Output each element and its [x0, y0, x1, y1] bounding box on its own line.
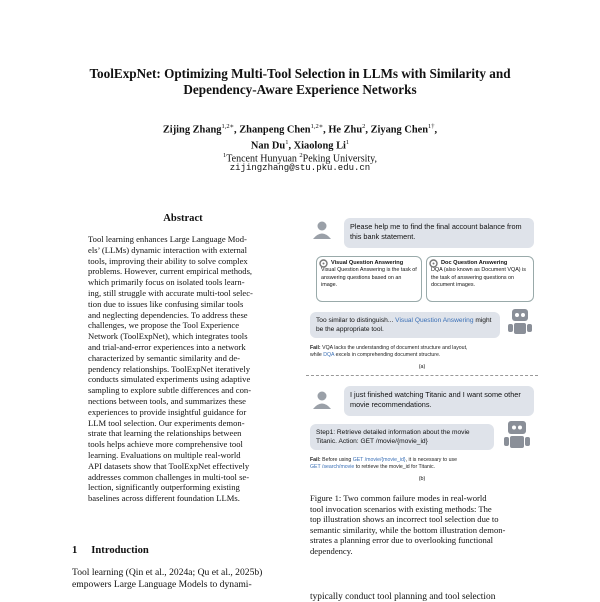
author-name: Xiaolong Li — [293, 140, 346, 152]
abstract-line: tools helps achieve more comprehensive tool — [88, 439, 243, 450]
tool-desc-vqa: Visual Question Answering is the task of answering questions based on an image. — [321, 267, 417, 289]
author-affiliation-mark: 1,2∗ — [310, 123, 324, 130]
caption-line: semantic similarity, while the bottom illustration demon- — [310, 524, 506, 535]
abstract-line: ing, still struggle with accurate multi-tool selec- — [88, 287, 253, 298]
author-affiliation-mark: 1 — [345, 139, 350, 147]
abstract-line: experiences to provide insightful guidance for — [88, 406, 247, 417]
authors — [60, 120, 540, 153]
abstract-line: learning. Evaluations on multiple real-world — [88, 449, 241, 460]
abstract-line: strate that learning the relationships between — [88, 428, 242, 439]
introduction-body — [72, 567, 296, 592]
gear-icon — [319, 259, 328, 268]
abstract-line: lection, significantly outperforming existing — [88, 482, 240, 493]
model-reply-bubble-a: Too similar to distinguish... Visual Question Answering might be the appropriate tool. — [310, 312, 500, 338]
abstract-line: pendency relationships. ToolExpNet iteratively — [88, 363, 251, 374]
figure-caption — [310, 493, 532, 557]
abstract-body — [88, 234, 278, 504]
tool-name-dqa: Doc Question Answering — [441, 260, 508, 266]
abstract-line: problems. However, current empirical methods, — [88, 266, 253, 277]
authors-line-1: Zijing Zhang$^{1,2∗}$, Zhanpeng Chen$^{1,2∗}$, He Zhu$^2$, Ziyang Chen$^{1\dagger}$, — [162, 123, 438, 136]
caption-line: dependency. — [310, 545, 353, 556]
intro-line: empowers Large Language Models to dynami- — [72, 579, 252, 591]
author-name: Nan Du — [250, 140, 286, 152]
affiliations: $^1$Tencent Hunyuan $^2$Peking University, — [222, 152, 378, 165]
abstract-line: baselines across different foundation LLMs. — [88, 493, 240, 504]
user-icon — [312, 220, 332, 240]
subfigure-label-a: (a) — [418, 364, 426, 370]
abstract-line: nections between tools, and summarizes these — [88, 395, 246, 406]
abstract-line: addresses common challenges in multi-tool se- — [88, 471, 250, 482]
author-affiliation-mark: 2 — [362, 123, 366, 130]
abstract-line: which primarily focus on isolated tools learn- — [88, 277, 245, 288]
figure-divider — [306, 375, 538, 376]
intro-line: Tool learning (Qin et al., 2024a; Qu et al., 2025b) — [72, 567, 263, 578]
abstract-line: characterized by semantic similarity and de- — [88, 352, 240, 363]
user-icon — [312, 390, 332, 410]
section-number: 1 — [72, 545, 78, 556]
author-affiliation-mark: 1,2∗ — [221, 123, 235, 130]
figure-1 — [306, 212, 538, 488]
fail-note-a: Fail: VQA lacks the understanding of document structure and layout, while DQA excels in comprehending document structure. — [310, 345, 468, 358]
caption-line: Figure 1: Two common failure modes in real-world — [310, 493, 487, 503]
introduction-heading: 1 Introduction — [72, 545, 149, 556]
abstract-line: tion due to issues like confusing similar tools — [88, 298, 244, 309]
subfigure-label-b: (b) — [418, 476, 426, 482]
title-line-2: Dependency-Aware Experience Networks — [183, 82, 417, 97]
abstract-line: and neglecting dependencies. To address these — [88, 309, 248, 320]
right-column-text: typically conduct tool planning and tool selection — [310, 592, 496, 602]
abstract-line: els’ (LLMs) dynamic interaction with external — [88, 244, 248, 255]
title-line-1: ToolExpNet: Optimizing Multi-Tool Selection in LLMs with Similarity and — [89, 66, 511, 81]
author-affiliation-mark: 1 — [285, 139, 289, 147]
author-name: Zijing Zhang — [162, 124, 222, 136]
tool-card-dqa — [426, 256, 534, 302]
abstract-line: sampling to explore subtle differences and con- — [88, 385, 252, 396]
caption-line: top illustration shows an incorrect tool selection due to — [310, 514, 499, 525]
gear-icon — [429, 259, 438, 268]
abstract-line: challenges, we propose the Tool Experience — [88, 320, 240, 331]
tool-card-vqa — [316, 256, 422, 302]
authors-line-2: Nan Du$^1$, Xiaolong Li$^1$ — [250, 139, 350, 152]
paper-title — [40, 66, 560, 98]
author-name: He Zhu — [328, 124, 363, 136]
robot-icon — [502, 418, 532, 452]
affiliation-1: Tencent Hunyuan — [226, 153, 300, 165]
fail-note-b: Fail: Before using GET /movie/{movie_id}, it is necessary to use GET /search/movie to retrieve the movie_id for Titanic. — [310, 457, 457, 470]
abstract-heading: Abstract — [163, 213, 203, 224]
author-name: Zhanpeng Chen — [239, 124, 311, 136]
caption-line: strates a planning error due to overlooking functional — [310, 535, 494, 546]
author-name: Ziyang Chen — [370, 124, 429, 136]
author-affiliation-mark: 1† — [428, 123, 435, 130]
abstract-line: conducts simulated experiments using adaptive — [88, 374, 251, 385]
abstract-line: Network (ToolExpNet), which integrates tools — [88, 331, 248, 342]
abstract-line: and trial-and-error experiences into a network — [88, 341, 246, 352]
abstract-line: tools, improving their ability to solve complex — [88, 255, 248, 266]
tool-name-vqa: Visual Question Answering — [331, 260, 404, 266]
abstract-line: API datasets show that ToolExpNet effectively — [88, 460, 250, 471]
model-reply-bubble-b: Step1: Retrieve detailed information about the movie Titanic. Action: GET /movie/{movie_id} — [310, 424, 494, 450]
user-query-bubble-a: Please help me to find the final account balance from this bank statement. — [344, 218, 534, 248]
affiliation-2: Peking University, — [302, 153, 378, 165]
abstract-line: Tool learning enhances Large Language Mod- — [88, 234, 247, 244]
abstract-line: LLM tool selection. Our experiments demon- — [88, 417, 245, 428]
robot-icon — [506, 306, 534, 338]
tool-desc-dqa: DQA (also known as Document VQA) is the task of answering questions on document images. — [431, 267, 526, 289]
author-email: zijingzhang@stu.pku.edu.cn — [229, 163, 371, 173]
caption-line: tool invocation scenarios with existing methods: The — [310, 503, 492, 514]
user-query-bubble-b: I just finished watching Titanic and I want some other movie recommendations. — [344, 386, 534, 416]
